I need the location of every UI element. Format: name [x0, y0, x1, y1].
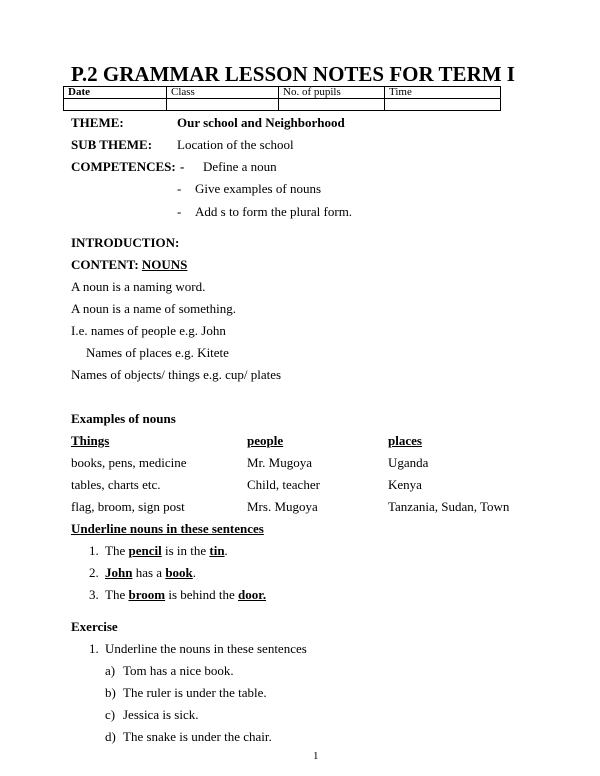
sentence-number: 2.	[89, 565, 99, 580]
lesson-info-table	[63, 86, 501, 111]
time-header: Time	[385, 87, 501, 99]
exercise-instruction: Underline the nouns in these sentences	[105, 641, 307, 656]
theme-value: Our school and Neighborhood	[177, 115, 345, 130]
sentence-text: is behind the	[165, 587, 239, 602]
example-cell: Child, teacher	[247, 477, 320, 492]
note-line: A noun is a naming word.	[71, 279, 206, 294]
note-line: I.e. names of people e.g. John	[71, 323, 226, 338]
sub-item-text: Tom has a nice book.	[123, 663, 234, 678]
content-label: CONTENT:	[71, 257, 139, 272]
date-header: Date	[64, 87, 167, 99]
sentence-text: has a	[132, 565, 166, 580]
places-column-header: places	[388, 433, 422, 448]
note-line: Names of places e.g. Kitete	[86, 345, 229, 360]
competence-item: Give examples of nouns	[195, 181, 322, 196]
pupils-cell	[279, 99, 385, 111]
sentence-text: The	[105, 587, 129, 602]
competence-item: Define a noun	[203, 159, 277, 174]
content-topic: NOUNS	[141, 257, 188, 272]
example-cell: Tanzania, Sudan, Town	[388, 499, 510, 514]
table-row	[64, 99, 501, 111]
sub-theme-label: SUB THEME:	[71, 137, 153, 152]
example-cell: Mr. Mugoya	[247, 455, 312, 470]
introduction-heading: INTRODUCTION:	[71, 235, 180, 250]
example-cell: books, pens, medicine	[71, 455, 187, 470]
sub-item-text: The ruler is under the table.	[123, 685, 267, 700]
example-cell: tables, charts etc.	[71, 477, 161, 492]
competences-label: COMPETENCES:	[71, 159, 176, 174]
sentence-number: 1.	[89, 543, 99, 558]
people-column-header: people	[247, 433, 284, 448]
sub-item-letter: c)	[105, 707, 116, 722]
noun: broom	[128, 587, 166, 602]
example-cell: flag, broom, sign post	[71, 499, 185, 514]
sub-item-letter: a)	[105, 663, 116, 678]
time-cell	[385, 99, 501, 111]
note-line: A noun is a name of something.	[71, 301, 237, 316]
example-cell: Kenya	[388, 477, 422, 492]
exercise-number: 1.	[89, 641, 99, 656]
sub-theme-value: Location of the school	[177, 137, 294, 152]
competence-dash: -	[180, 159, 185, 174]
class-cell	[167, 99, 279, 111]
competence-dash: -	[177, 181, 182, 196]
noun: John	[105, 565, 133, 580]
sub-item-text: Jessica is sick.	[123, 707, 199, 722]
noun: pencil	[128, 543, 162, 558]
page-number: 1	[313, 750, 319, 762]
sub-item-text: The snake is under the chair.	[123, 729, 272, 744]
class-header: Class	[167, 87, 279, 99]
sub-item-letter: b)	[105, 685, 116, 700]
noun: tin	[209, 543, 225, 558]
theme-label: THEME:	[71, 115, 124, 130]
sentence-text: is in the	[161, 543, 210, 558]
sentence-text: The	[105, 543, 129, 558]
noun: book	[165, 565, 193, 580]
competence-item: Add s to form the plural form.	[195, 204, 353, 219]
page-title: P.2 GRAMMAR LESSON NOTES FOR TERM I	[71, 62, 515, 86]
sentence-text: .	[192, 565, 197, 580]
exercise-heading: Exercise	[71, 619, 118, 634]
table-header-row	[64, 87, 501, 99]
sentence	[105, 588, 266, 601]
things-column-header: Things	[71, 433, 110, 448]
sentence-text: .	[224, 543, 228, 558]
content-heading	[71, 258, 187, 271]
sub-item-letter: d)	[105, 729, 116, 744]
sentence-number: 3.	[89, 587, 99, 602]
pupils-header: No. of pupils	[279, 87, 385, 99]
example-cell: Mrs. Mugoya	[247, 499, 318, 514]
noun: door.	[238, 587, 267, 602]
underline-heading: Underline nouns in these sentences	[71, 521, 264, 536]
sentence	[105, 544, 228, 557]
date-cell	[64, 99, 167, 111]
sentence	[105, 566, 196, 579]
competence-dash: -	[177, 204, 182, 219]
example-cell: Uganda	[388, 455, 429, 470]
examples-heading: Examples of nouns	[71, 411, 176, 426]
note-line: Names of objects/ things e.g. cup/ plates	[71, 367, 282, 382]
